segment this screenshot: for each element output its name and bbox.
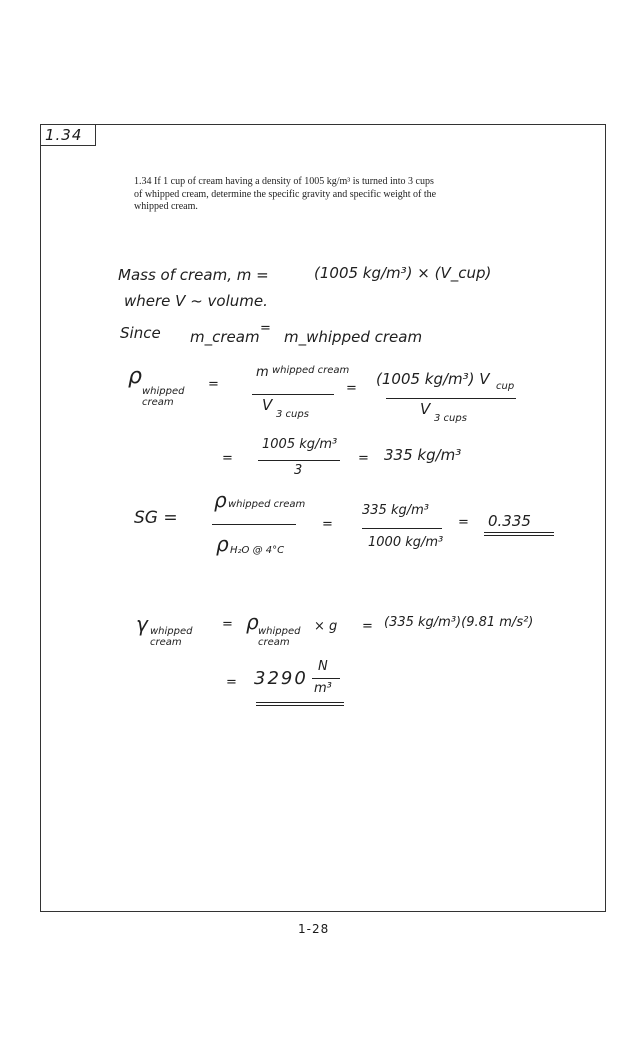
since-word: Since xyxy=(120,324,161,342)
rho-subscript: whipped cream xyxy=(142,386,185,408)
frac2-bar xyxy=(386,398,516,399)
frac2-num-sub: cup xyxy=(496,381,515,392)
frac1-num-sub: whipped cream xyxy=(272,365,350,376)
sg-num-sub: whipped cream xyxy=(228,499,306,510)
frac3-bar xyxy=(258,460,340,461)
mass-label: Mass of cream, m = xyxy=(118,266,269,284)
gamma-result: 3290 xyxy=(254,668,308,689)
equals-6: = xyxy=(458,515,469,530)
gamma-underline-1 xyxy=(256,702,344,703)
gamma-underline-2 xyxy=(256,705,344,706)
gamma-unit-bar xyxy=(312,678,340,679)
equals-1: = xyxy=(208,377,219,392)
volume-note: where V ~ volume. xyxy=(124,292,268,310)
sg-frac-den: 1000 kg/m³ xyxy=(368,535,444,550)
frac1-den: V xyxy=(262,396,273,414)
equals-8: = xyxy=(362,619,373,634)
sg-den-sub: H₂O @ 4°C xyxy=(230,545,285,556)
rho-result: 335 kg/m³ xyxy=(384,446,462,464)
frac2-den: V xyxy=(420,400,431,418)
equals-3: = xyxy=(222,451,233,466)
frac2-den-sub: 3 cups xyxy=(434,413,467,424)
gamma-rho-sub: whipped cream xyxy=(258,626,301,648)
frac3-num: 1005 kg/m³ xyxy=(262,437,338,452)
problem-statement: 1.34 If 1 cup of cream having a density of 1005 kg/m³ is turned into 3 cups of whipped cream, determine the specific gravity and specific weight of the whipped cream. xyxy=(134,176,437,212)
since-equals: = xyxy=(260,321,271,336)
equals-4: = xyxy=(358,451,369,466)
gamma-unit-num: N xyxy=(318,659,328,674)
frac2-num: (1005 kg/m³) V xyxy=(376,370,490,388)
gamma-values: (335 kg/m³)(9.81 m/s²) xyxy=(384,615,534,630)
sg-underline-2 xyxy=(484,535,554,536)
problem-number-box xyxy=(40,124,96,146)
frac3-den: 3 xyxy=(294,463,303,478)
frac1-bar xyxy=(252,394,334,395)
sg-frac-num: 335 kg/m³ xyxy=(362,503,429,518)
equals-5: = xyxy=(322,517,333,532)
equals-9: = xyxy=(226,675,237,690)
frac1-den-sub: 3 cups xyxy=(276,409,309,420)
sg-bar xyxy=(212,524,296,525)
sg-result: 0.335 xyxy=(488,512,531,530)
equals-2: = xyxy=(346,381,357,396)
gamma-symbol: γ xyxy=(136,612,148,636)
frac1-num-m: m xyxy=(256,365,269,380)
rho-symbol: ρ xyxy=(128,364,142,389)
gamma-rho: ρ xyxy=(246,610,259,634)
sg-num-rho: ρ xyxy=(214,488,227,512)
mass-expression: (1005 kg/m³) × (V_cup) xyxy=(314,264,492,282)
m-whipped: m_whipped cream xyxy=(284,328,423,346)
sg-label: SG = xyxy=(134,508,178,528)
problem-number: 1.34 xyxy=(45,126,83,144)
sg-den-rho: ρ xyxy=(216,532,229,556)
gamma-unit-den: m³ xyxy=(314,681,332,696)
sg-frac-bar xyxy=(362,528,442,529)
equals-7: = xyxy=(222,617,233,632)
page-number: 1-28 xyxy=(298,922,330,936)
gamma-times-g: × g xyxy=(314,619,338,634)
sg-underline-1 xyxy=(484,532,554,533)
gamma-subscript: whipped cream xyxy=(150,626,193,648)
m-cream: m_cream xyxy=(190,328,260,346)
